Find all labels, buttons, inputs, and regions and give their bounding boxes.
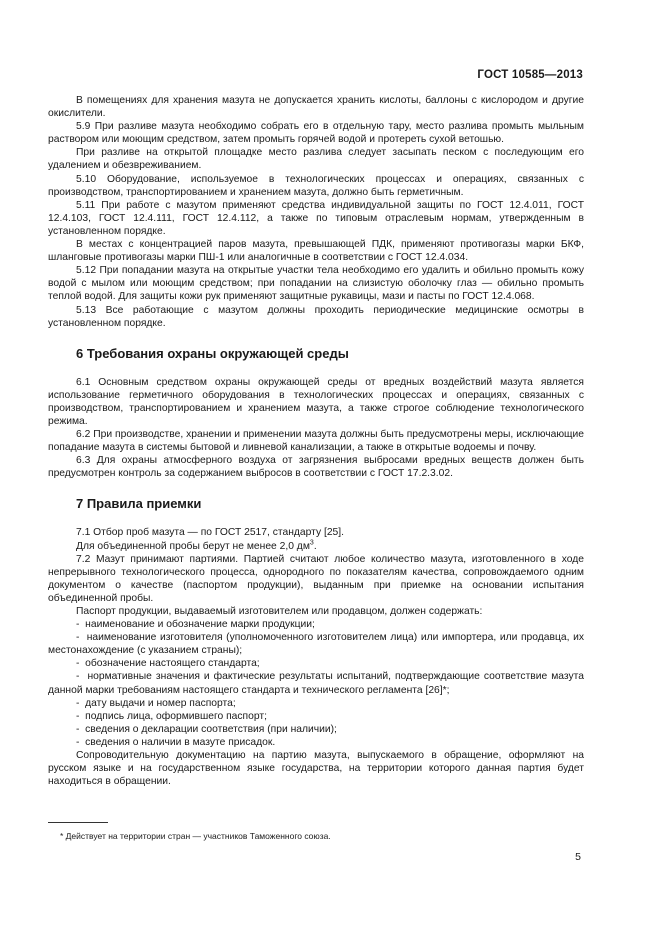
paragraph: 7.2 Мазут принимают партиями. Партией считают любое количество мазута, изготовленного в ходе непрерывного технологического процесса, однородного по показателям качества, сопровождаемого одним документом о качестве (паспортом продукции), выданным при приемке на основании испытания объединенной пробы. [48,553,584,604]
document-header: ГОСТ 10585—2013 [477,69,583,81]
section-7-title: 7 Правила приемки [76,496,202,512]
paragraph: Паспорт продукции, выдаваемый изготовителем или продавцом, должен содержать: [76,606,483,617]
section-6-title: 6 Требования охраны окружающей среды [76,345,349,361]
superscript: 3 [309,539,314,547]
paragraph: При разливе на открытой площадке место разлива следует засыпать песком с последующим его удалением и обезвреживанием. [48,147,584,172]
list-item: - наименование изготовителя (уполномоченного изготовителем лица) или импортера, или продавца, их местонахождение (с указанием страны); [48,632,584,657]
paragraph: 5.9 При разливе мазута необходимо собрать его в отдельную тару, место разлива промыть мыльным раствором или моющим средством, затем промыть горячей водой и протереть сухой ветошью. [48,121,584,146]
footnote-divider [48,822,108,823]
paragraph: 6.1 Основным средством охраны окружающей среды от вредных воздействий мазута является использование герметичного оборудования в технологических процессах и операциях, связанных с производством, транспортированием и хранением мазута, а также строгое соблюдение технологического режима. [48,376,584,427]
paragraph: В помещениях для хранения мазута не допускается хранить кислоты, баллоны с кислородом и другие окислители. [48,95,584,120]
list-item: - сведения о декларации соответствия (при наличии); [76,723,337,735]
page-number: 5 [575,851,581,863]
list-item: - подпись лица, оформившего паспорт; [76,710,267,722]
paragraph: 5.10 Оборудование, используемое в технологических процессах и операциях, связанных с производством, транспортированием и хранением мазута, должно быть герметичным. [48,173,584,198]
paragraph: 6.2 При производстве, хранении и применении мазута должны быть предусмотрены меры, исключающие попадание мазута в системы бытовой и ливневой канализации, а также в открытые водоемы и почву. [48,429,584,454]
page-body [48,94,584,788]
list-item: - дату выдачи и номер паспорта; [76,697,236,709]
paragraph [48,540,584,553]
list-item: - обозначение настоящего стандарта; [76,658,260,670]
sample-volume-text: Для объединенной пробы берут не менее 2,0 дм [76,540,310,552]
paragraph: Сопроводительную документацию на партию мазута, выпускаемого в обращение, оформляют на русском языке и на государственном языке государства, на территории которого данная партия будет находиться в обращении. [48,750,584,788]
paragraph: 7.1 Отбор проб мазута — по ГОСТ 2517, стандарту [25]. [76,527,345,539]
paragraph: 6.3 Для охраны атмосферного воздуха от загрязнения выбросами вредных веществ должен быть предусмотрен контроль за содержанием выбросов в соответствии с ГОСТ 17.2.3.02. [48,455,584,480]
paragraph: 5.12 При попадании мазута на открытые участки тела необходимо его удалить и обильно промыть кожу водой с мылом или моющим средством; при попадании на слизистую оболочку глаз — обильно промыть теплой водой. Для защиты кожи рук применяют защитные рукавицы, мази и пасты по ГОСТ 12.4.068. [48,265,584,303]
footnote: * Действует на территории стран — участников Таможенного союза. [60,831,331,841]
paragraph: 5.13 Все работающие с мазутом должны проходить периодические медицинские осмотры в установленном порядке. [48,304,584,329]
paragraph: В местах с концентрацией паров мазута, превышающей ПДК, применяют противогазы марки БКФ, шланговые противогазы марки ПШ-1 или аналогичные в соответствии с ГОСТ 12.4.034. [48,239,584,264]
period: . [313,540,317,552]
paragraph: 5.11 При работе с мазутом применяют средства индивидуальной защиты по ГОСТ 12.4.011, ГОСТ 12.4.103, ГОСТ 12.4.111, ГОСТ 12.4.112, а также по типовым отраслевым нормам, утвержденным в установленном порядке. [48,199,584,237]
list-item: - нормативные значения и фактические результаты испытаний, подтверждающие соответствие мазута данной марки требованиям настоящего стандарта и технического регламента [26]*; [48,671,584,696]
list-item: - сведения о наличии в мазуте присадок. [76,736,276,748]
list-item: - наименование и обозначение марки продукции; [76,619,315,631]
